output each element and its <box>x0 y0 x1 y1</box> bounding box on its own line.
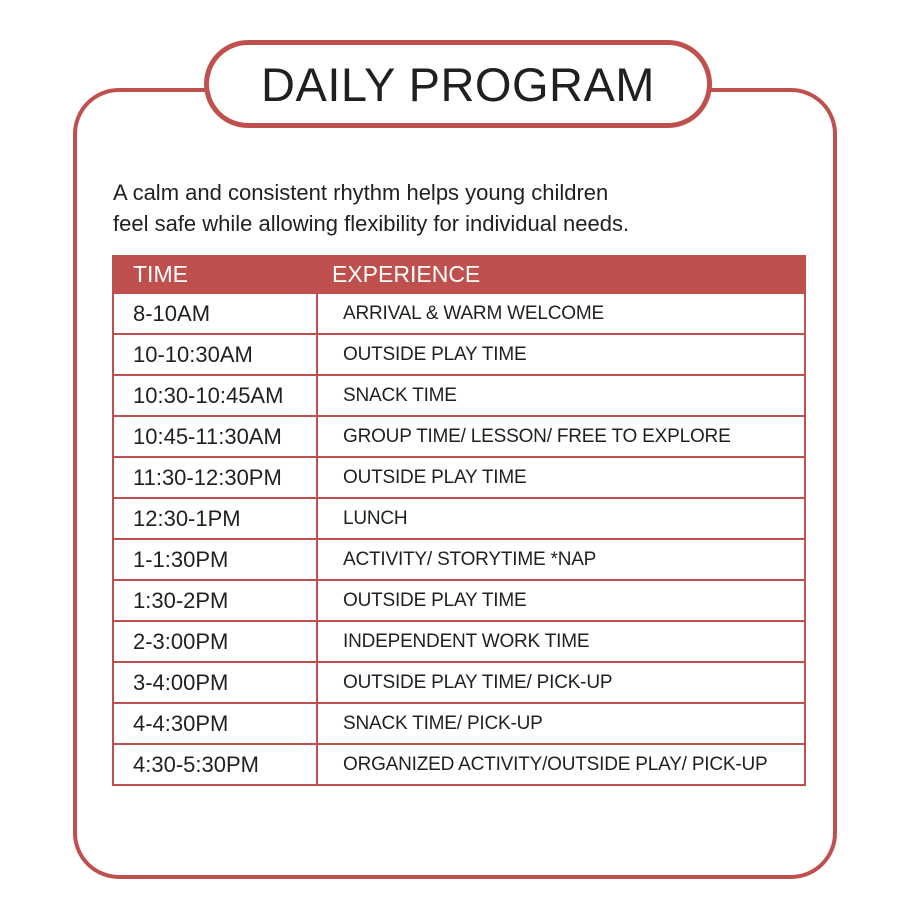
table-row <box>113 416 805 457</box>
table-row <box>113 334 805 375</box>
table-row <box>113 498 805 539</box>
table-header-row <box>113 256 805 293</box>
table-row <box>113 375 805 416</box>
header-experience: EXPERIENCE <box>317 256 805 293</box>
row-experience: SNACK TIME <box>317 375 805 416</box>
table-row <box>113 662 805 703</box>
row-experience: SNACK TIME/ PICK-UP <box>317 703 805 744</box>
row-time: 4:30-5:30PM <box>113 744 317 785</box>
intro-text <box>113 177 753 239</box>
table-row <box>113 457 805 498</box>
row-time: 10:30-10:45AM <box>113 375 317 416</box>
row-experience: ARRIVAL & WARM WELCOME <box>317 293 805 334</box>
row-experience: LUNCH <box>317 498 805 539</box>
row-experience: INDEPENDENT WORK TIME <box>317 621 805 662</box>
row-time: 10-10:30AM <box>113 334 317 375</box>
row-time: 3-4:00PM <box>113 662 317 703</box>
row-time: 1-1:30PM <box>113 539 317 580</box>
row-time: 10:45-11:30AM <box>113 416 317 457</box>
table-row <box>113 744 805 785</box>
row-experience: ACTIVITY/ STORYTIME *NAP <box>317 539 805 580</box>
intro-line-1: A calm and consistent rhythm helps young children <box>113 180 609 205</box>
page-title: DAILY PROGRAM <box>261 57 655 111</box>
row-experience: OUTSIDE PLAY TIME <box>317 457 805 498</box>
title-banner <box>204 40 712 128</box>
table-row <box>113 621 805 662</box>
table-row <box>113 293 805 334</box>
row-time: 1:30-2PM <box>113 580 317 621</box>
table-row <box>113 580 805 621</box>
row-experience: ORGANIZED ACTIVITY/OUTSIDE PLAY/ PICK-UP <box>317 744 805 785</box>
row-experience: GROUP TIME/ LESSON/ FREE TO EXPLORE <box>317 416 805 457</box>
row-time: 11:30-12:30PM <box>113 457 317 498</box>
table-row <box>113 703 805 744</box>
row-time: 8-10AM <box>113 293 317 334</box>
row-experience: OUTSIDE PLAY TIME <box>317 580 805 621</box>
row-time: 12:30-1PM <box>113 498 317 539</box>
schedule-table <box>112 255 806 786</box>
table-row <box>113 539 805 580</box>
header-time: TIME <box>113 256 317 293</box>
row-time: 2-3:00PM <box>113 621 317 662</box>
row-time: 4-4:30PM <box>113 703 317 744</box>
row-experience: OUTSIDE PLAY TIME/ PICK-UP <box>317 662 805 703</box>
intro-line-2: feel safe while allowing flexibility for individual needs. <box>113 211 630 236</box>
row-experience: OUTSIDE PLAY TIME <box>317 334 805 375</box>
